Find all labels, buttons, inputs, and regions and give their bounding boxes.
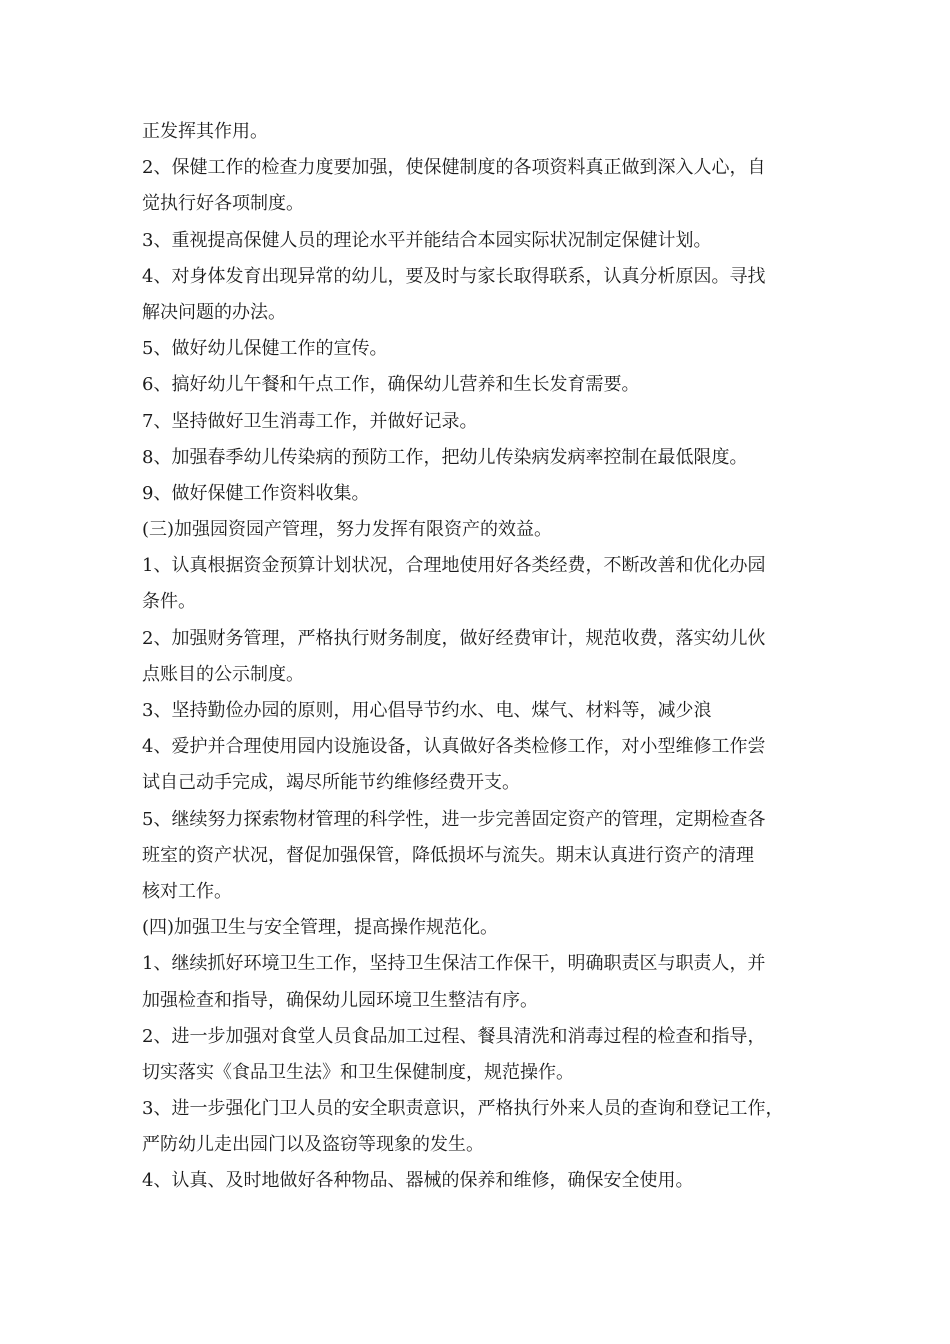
- text-line: 4、认真、及时地做好各种物品、器械的保养和维修，确保安全使用。: [142, 1170, 694, 1192]
- text-line: 2、保健工作的检查力度要加强，使保健制度的各项资料真正做到深入人心，自: [142, 157, 766, 179]
- text-line: 3、重视提高保健人员的理论水平并能结合本园实际状况制定保健计划。: [142, 229, 712, 251]
- text-line: 切实落实《食品卫生法》和卫生保健制度，规范操作。: [142, 1061, 574, 1083]
- text-line: 5、继续努力探索物材管理的科学性，进一步完善固定资产的管理，定期检查各: [142, 808, 766, 830]
- text-line: 2、加强财务管理，严格执行财务制度，做好经费审计，规范收费，落实幼儿伙: [142, 627, 766, 649]
- text-line: 6、搞好幼儿午餐和午点工作，确保幼儿营养和生长发育需要。: [142, 374, 640, 396]
- text-line: 核对工作。: [142, 880, 232, 902]
- text-line: 解决问题的办法。: [142, 301, 286, 323]
- text-line: 4、对身体发育出现异常的幼儿，要及时与家长取得联系，认真分析原因。寻找: [142, 265, 766, 287]
- text-line: 4、爱护并合理使用园内设施设备，认真做好各类检修工作，对小型维修工作尝: [142, 736, 766, 758]
- text-line: 1、继续抓好环境卫生工作，坚持卫生保洁工作保干，明确职责区与职责人，并: [142, 953, 766, 975]
- text-line: 觉执行好各项制度。: [142, 193, 304, 215]
- section-heading: (四)加强卫生与安全管理，提高操作规范化。: [142, 917, 499, 939]
- text-line: 条件。: [142, 591, 196, 613]
- text-line: 3、坚持勤俭办园的原则，用心倡导节约水、电、煤气、材料等，减少浪: [142, 700, 712, 721]
- text-line: 3、进一步强化门卫人员的安全职责意识，严格执行外来人员的查询和登记工作，: [142, 1098, 784, 1120]
- text-line: 班室的资产状况，督促加强保管，降低损坏与流失。期末认真进行资产的清理: [142, 844, 754, 866]
- text-line: 8、加强春季幼儿传染病的预防工作，把幼儿传染病发病率控制在最低限度。: [142, 446, 748, 468]
- text-line: 5、做好幼儿保健工作的宣传。: [142, 338, 388, 360]
- text-line: 点账目的公示制度。: [142, 663, 304, 685]
- text-line: 加强检查和指导，确保幼儿园环境卫生整洁有序。: [142, 989, 538, 1011]
- text-line: 2、进一步加强对食堂人员食品加工过程、餐具清洗和消毒过程的检查和指导，: [142, 1025, 766, 1047]
- text-line: 试自己动手完成，竭尽所能节约维修经费开支。: [142, 772, 520, 794]
- text-line: 9、做好保健工作资料收集。: [142, 482, 370, 504]
- text-line: 7、坚持做好卫生消毒工作，并做好记录。: [142, 410, 478, 432]
- text-line: 严防幼儿走出园门以及盗窃等现象的发生。: [142, 1134, 484, 1156]
- text-line: 正发挥其作用。: [142, 121, 268, 142]
- section-heading: (三)加强园资园产管理，努力发挥有限资产的效益。: [142, 519, 553, 541]
- text-line: 1、认真根据资金预算计划状况，合理地使用好各类经费，不断改善和优化办园: [142, 555, 766, 577]
- document-body: [142, 114, 814, 1200]
